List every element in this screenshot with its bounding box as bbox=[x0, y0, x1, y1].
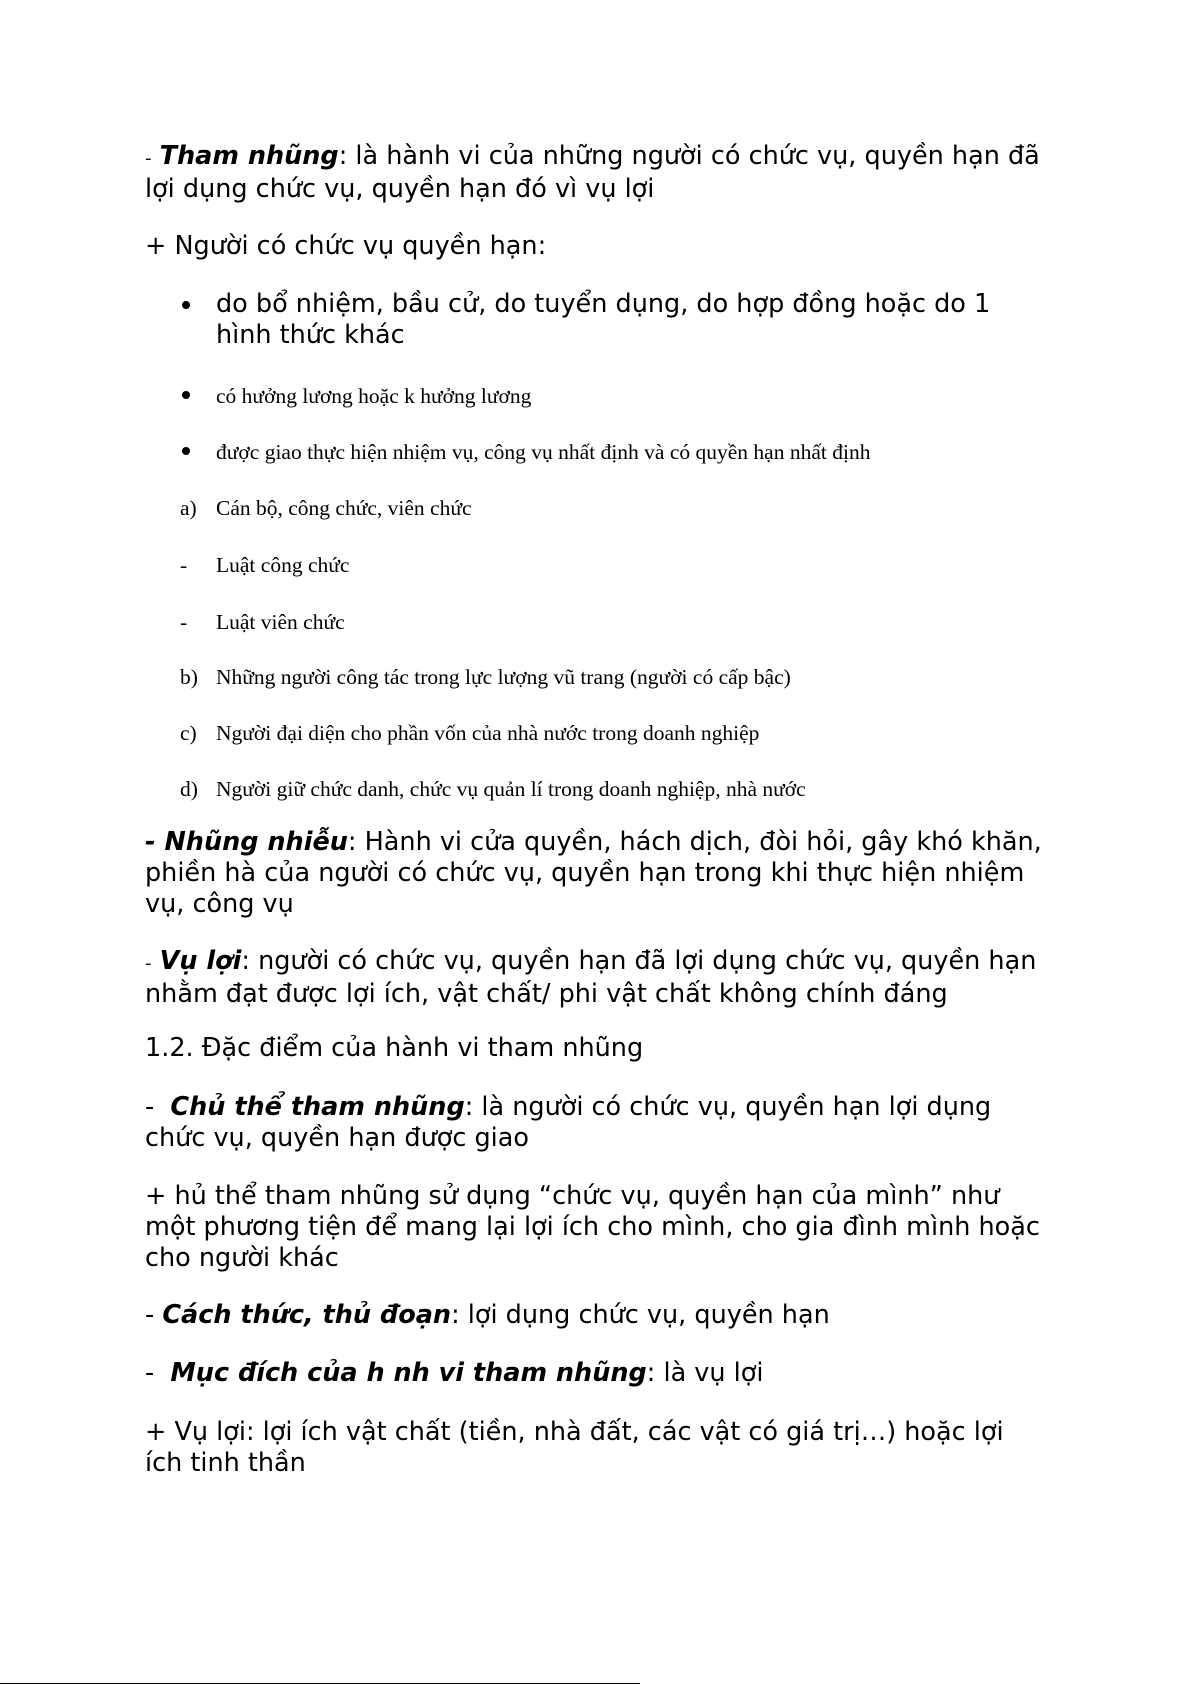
dash: - bbox=[145, 148, 152, 169]
definition-text: : là người có chức vụ, quyền hạn lợi dụng chức vụ, quyền hạn được giao bbox=[145, 1092, 992, 1153]
list-text: Luật viên chức bbox=[216, 610, 345, 634]
list-marker: b) bbox=[180, 665, 198, 689]
paragraph-vu-loi bbox=[145, 946, 1045, 1010]
paragraph-muc-dich bbox=[145, 1358, 1045, 1389]
list-marker: - bbox=[180, 553, 188, 577]
paragraph-phuong-tien: + hủ thể tham nhũng sử dụng “chức vụ, quyền hạn của mình” như một phương tiện để mang lại lợi ích cho mình, cho gia đình mình hoặc cho người khác bbox=[145, 1181, 1040, 1273]
bullet-text: do bổ nhiệm, bầu cử, do tuyển dụng, do hợp đồng hoặc do 1 hình thức khác bbox=[216, 289, 991, 350]
term-muc-dich: Mục đích của h nh vi tham nhũng bbox=[170, 1358, 647, 1388]
dash-item bbox=[180, 552, 1040, 578]
dash: - bbox=[145, 1092, 171, 1122]
list-text: Luật công chức bbox=[216, 553, 350, 577]
list-text: Người giữ chức danh, chức vụ quản lí trong doanh nghiệp, nhà nước bbox=[216, 777, 806, 801]
dash: - bbox=[145, 1358, 171, 1388]
definition-text: : là hành vi của những người có chức vụ, quyền hạn đã lợi dụng chức vụ, quyền hạn đó vì vụ lợi bbox=[145, 141, 1040, 204]
bullet-icon bbox=[182, 447, 190, 455]
paragraph-chu-the bbox=[145, 1092, 1045, 1154]
term-vu-loi: Vụ lợi bbox=[159, 946, 242, 976]
definition-text: : Hành vi cửa quyền, hách dịch, đòi hỏi, gây khó khăn, phiền hà của người có chức vụ, quyền hạn trong khi thực hiện nhiệm vụ, công vụ bbox=[145, 827, 1042, 919]
list-marker: a) bbox=[180, 496, 197, 520]
term-tham-nhung: Tham nhũng bbox=[159, 141, 339, 171]
dash: - bbox=[145, 953, 152, 974]
bullet-text: có hưởng lương hoặc k hưởng lương bbox=[216, 384, 532, 408]
list-item-d bbox=[180, 776, 1040, 802]
term-cach-thuc: Cách thức, thủ đoạn bbox=[162, 1300, 452, 1330]
definition-text: : là vụ lợi bbox=[646, 1358, 764, 1388]
paragraph-nguoi-co-chuc-vu: + Người có chức vụ quyền hạn: bbox=[145, 231, 547, 261]
list-item-c bbox=[180, 720, 1040, 746]
bullet-item bbox=[180, 439, 1040, 465]
definition-text: : người có chức vụ, quyền hạn đã lợi dụng chức vụ, quyền hạn nhằm đạt được lợi ích, vật chất/ phi vật chất không chính đáng bbox=[145, 946, 1037, 1009]
list-text: Cán bộ, công chức, viên chức bbox=[216, 496, 472, 520]
definition-text: : lợi dụng chức vụ, quyền hạn bbox=[451, 1300, 830, 1330]
paragraph-vu-loi-detail: + Vụ lợi: lợi ích vật chất (tiền, nhà đất, các vật có giá trị…) hoặc lợi ích tinh thần bbox=[145, 1417, 1004, 1478]
paragraph-tham-nhung bbox=[145, 141, 1045, 205]
bullet-item bbox=[180, 383, 1040, 409]
bullet-item bbox=[180, 289, 1040, 351]
term-nhung-nhieu: - Nhũng nhiễu bbox=[145, 827, 348, 857]
term-chu-the: Chủ thể tham nhũng bbox=[170, 1092, 465, 1122]
paragraph-cach-thuc bbox=[145, 1300, 1045, 1331]
list-marker: d) bbox=[180, 777, 198, 801]
dash-item bbox=[180, 609, 1040, 635]
list-text: Những người công tác trong lực lượng vũ trang (người có cấp bậc) bbox=[216, 665, 791, 689]
list-item-b bbox=[180, 664, 1040, 690]
bullet-text: được giao thực hiện nhiệm vụ, công vụ nhất định và có quyền hạn nhất định bbox=[216, 440, 871, 464]
bullet-icon bbox=[182, 301, 190, 309]
list-marker: c) bbox=[180, 721, 197, 745]
bullet-icon bbox=[182, 391, 190, 399]
dash: - bbox=[145, 1300, 163, 1330]
footer-divider bbox=[0, 1683, 640, 1684]
list-item-a bbox=[180, 495, 1040, 521]
section-heading: 1.2. Đặc điểm của hành vi tham nhũng bbox=[145, 1033, 644, 1063]
list-marker: - bbox=[180, 610, 188, 634]
list-text: Người đại diện cho phần vốn của nhà nước trong doanh nghiệp bbox=[216, 721, 760, 745]
paragraph-nhung-nhieu bbox=[145, 827, 1045, 920]
